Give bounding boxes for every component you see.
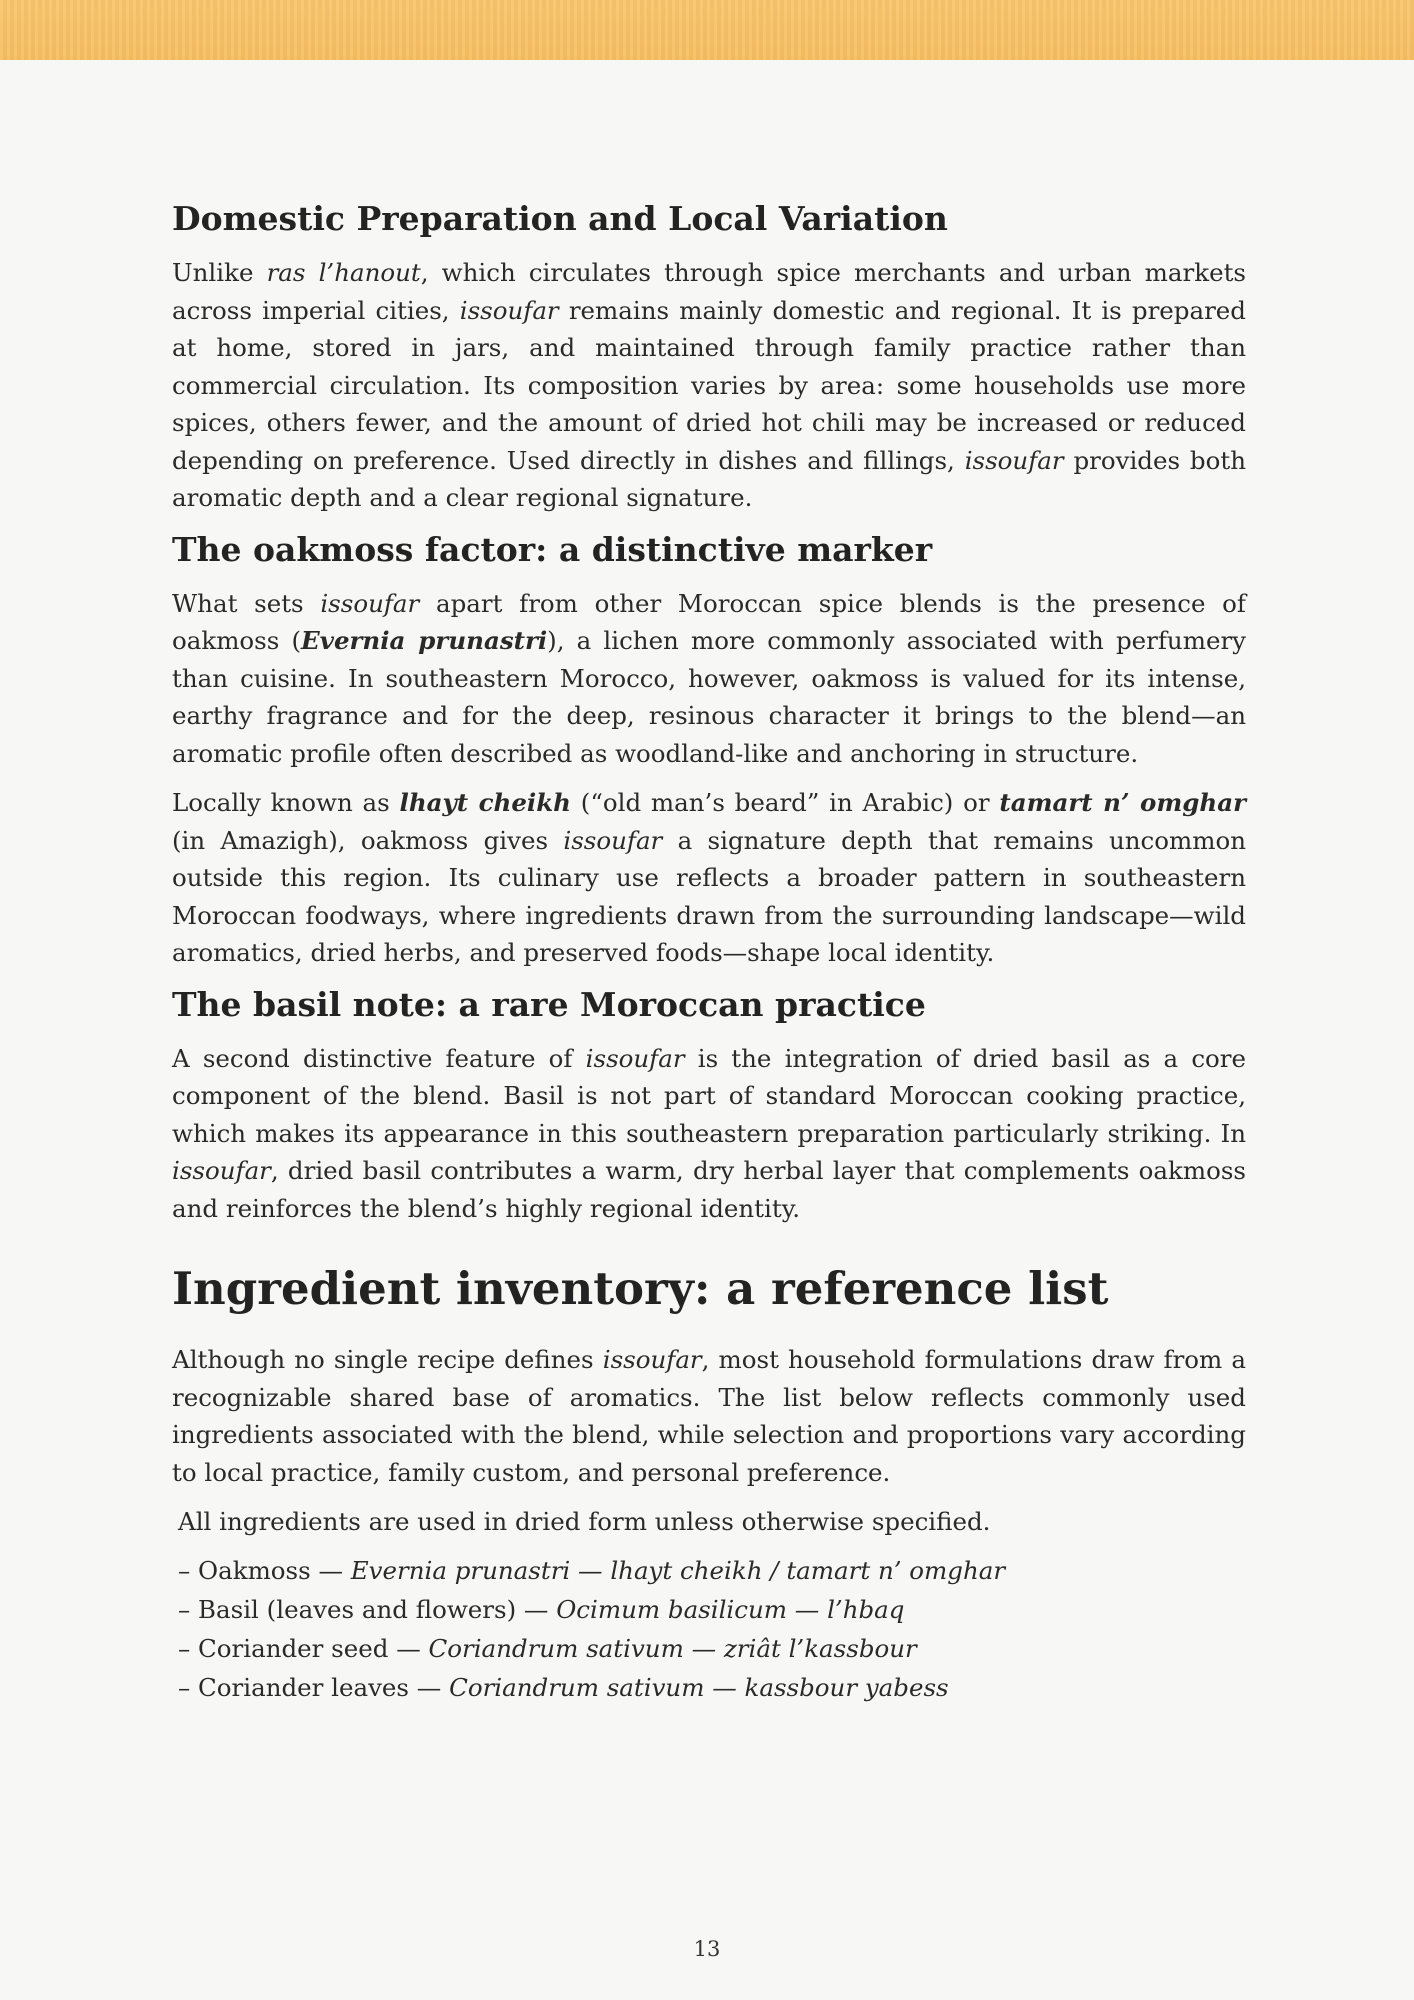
section-heading: The basil note: a rare Moroccan practice xyxy=(172,984,926,1024)
italic-term: issoufar xyxy=(602,1345,702,1374)
italic-term: Coriandrum sativum — kassbour yabess xyxy=(449,1672,949,1702)
italic-term: ras l’hanout xyxy=(266,258,421,287)
italic-term: issoufar xyxy=(964,445,1064,475)
paragraph: Locally known as lhayt cheikh (“old man’s beard” in Arabic) or tamart n’ omghar (in Amazigh), oakmoss gives issoufar a signature depth that remains uncommon outside this region. Its culinary use reflects a broader pattern in southeastern Moroccan foodways, where ingredients drawn from the surrounding landscape—wild aromatics, dried herbs, and preserved foods—shape local identity. xyxy=(172,788,1247,967)
section-heading: Domestic Preparation and Local Variation xyxy=(172,199,948,238)
decorative-header-band xyxy=(0,0,1414,60)
paragraph: What sets issoufar apart from other Moroccan spice blends is the presence of oakmoss (Evernia prunastri), a lichen more commonly associated with perfumery than cuisine. In southeastern Morocco, however, oakmoss is valued for its intense, earthy fragrance and for the deep, resinous character it brings to the blend—an aromatic profile often described as woodland-like and anchoring in structure. xyxy=(172,588,1246,768)
section-ingredient-inventory xyxy=(172,1261,1246,1707)
section-heading: The oakmoss factor: a distinctive marker xyxy=(172,529,933,569)
italic-term: Ocimum basilicum — l’hbaq xyxy=(556,1594,905,1624)
ingredient-item: – Coriander leaves — Coriandrum sativum — kassbour yabess xyxy=(178,1672,949,1702)
section-oakmoss xyxy=(172,529,1246,972)
ingredient-item: – Oakmoss — Evernia prunastri — lhayt cheikh / tamart n’ omghar xyxy=(178,1555,1006,1585)
italic-term: issoufar xyxy=(563,825,663,855)
italic-term: Coriandrum sativum — zriât l’kassbour xyxy=(428,1633,917,1663)
italic-term: Evernia prunastri — lhayt cheikh / tamart n’ omghar xyxy=(350,1555,1006,1585)
section-basil xyxy=(172,984,1246,1228)
page-content xyxy=(172,198,1246,1707)
chapter-heading: Ingredient inventory: a reference list xyxy=(172,1262,1109,1315)
section-domestic-preparation xyxy=(172,198,1246,517)
page-number: 13 xyxy=(693,1937,721,1961)
italic-term: issoufar xyxy=(585,1043,685,1073)
emphasized-term: tamart n’ omghar xyxy=(999,788,1246,817)
paragraph: Although no single recipe defines issoufar, most household formulations draw from a recognizable shared base of aromatics. The list below reflects commonly used ingredients associated with the blend, while selection and proportions vary according to local practice, family custom, and personal preference. xyxy=(172,1345,1246,1487)
emphasized-term: Evernia prunastri xyxy=(301,626,548,655)
ingredient-item: – Coriander seed — Coriandrum sativum — zriât l’kassbour xyxy=(178,1633,917,1663)
dried-form-note: All ingredients are used in dried form unless otherwise specified. xyxy=(178,1507,991,1536)
paragraph: A second distinctive feature of issoufar is the integration of dried basil as a core component of the blend. Basil is not part of standard Moroccan cooking practice, which makes its appearance in this southeastern preparation particularly striking. In issoufar, dried basil contributes a warm, dry herbal layer that complements oakmoss and reinforces the blend’s highly regional identity. xyxy=(172,1043,1246,1223)
italic-term: issoufar xyxy=(172,1156,271,1185)
emphasized-term: lhayt cheikh xyxy=(399,788,571,817)
paragraph: Unlike ras l’hanout, which circulates through spice merchants and urban markets across imperial cities, issoufar remains mainly domestic and regional. It is prepared at home, stored in jars, and maintained through family practice rather than commercial circulation. Its composition varies by area: some households use more spices, others fewer, and the amount of dried hot chili may be increased or reduced depending on preference. Used directly in dishes and fillings, issoufar provides both aromatic depth and a clear regional signature. xyxy=(172,258,1246,512)
ingredient-item: – Basil (leaves and flowers) — Ocimum basilicum — l’hbaq xyxy=(178,1594,905,1624)
italic-term: issoufar xyxy=(459,295,559,325)
italic-term: issoufar xyxy=(320,588,420,618)
ingredient-list xyxy=(178,1551,1246,1707)
